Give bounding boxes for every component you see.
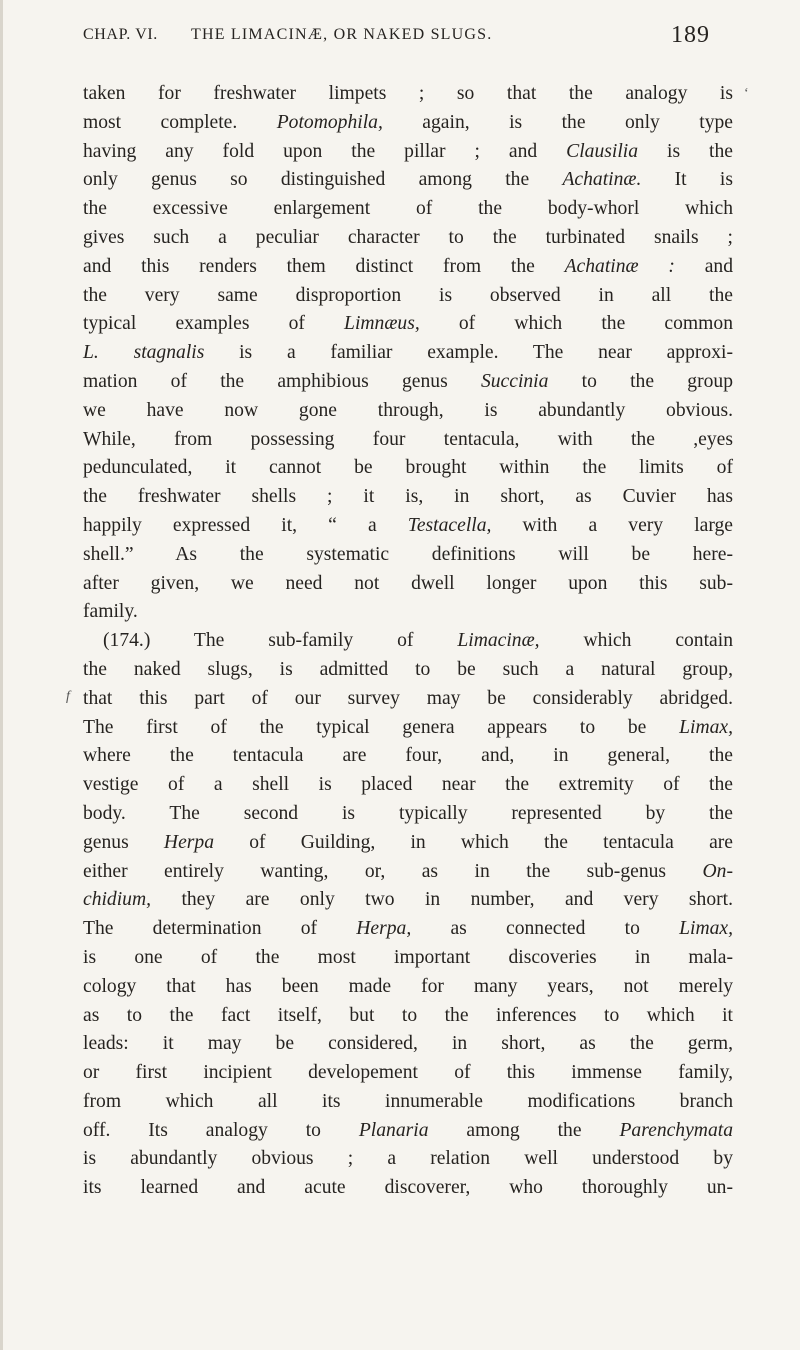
text-line xyxy=(83,1030,733,1059)
italic-term: Herpa xyxy=(163,831,214,853)
text-line xyxy=(83,138,733,167)
margin-mark-left: f xyxy=(66,689,70,704)
text-line xyxy=(83,541,733,570)
text-span: While, from possessing four tentacula, with the ,eyes xyxy=(83,428,733,450)
italic-term: Testacella, xyxy=(407,514,492,536)
text-line xyxy=(83,714,733,743)
text-span: again, is the only type xyxy=(382,111,733,133)
text-span: pedunculated, it cannot be brought within the limits of xyxy=(83,457,733,479)
text-line xyxy=(83,310,733,339)
text-span: with a very large xyxy=(491,514,733,536)
text-line xyxy=(83,109,733,138)
text-span: gives such a peculiar character to the turbinated snails ; xyxy=(83,226,733,248)
italic-term: Clausilia xyxy=(566,140,639,162)
text-line xyxy=(83,656,733,685)
text-line xyxy=(83,483,733,512)
text-line xyxy=(83,1145,733,1174)
text-span: as connected to xyxy=(411,918,680,940)
text-span: It is xyxy=(641,169,733,191)
text-span: family. xyxy=(83,601,138,623)
italic-term: Potomophila, xyxy=(276,111,383,133)
margin-mark-top: ‘ xyxy=(744,86,749,101)
chapter-label: CHAP. VI. xyxy=(83,26,158,43)
text-line xyxy=(83,1174,733,1203)
italic-term: chidium, xyxy=(83,889,152,911)
text-line xyxy=(83,829,733,858)
text-line xyxy=(83,282,733,311)
text-line xyxy=(83,771,733,800)
italic-term: L. stagnalis xyxy=(83,342,205,364)
text-span: having any fold upon the pillar ; and xyxy=(83,140,567,162)
text-line xyxy=(83,512,733,541)
text-line xyxy=(83,685,733,714)
text-span: from which all its innumerable modifications branch xyxy=(83,1090,733,1112)
text-line xyxy=(83,800,733,829)
italic-term: Achatinæ. xyxy=(562,169,642,191)
text-line xyxy=(83,944,733,973)
text-span: the freshwater shells ; it is, in short, as Cuvier has xyxy=(83,486,733,508)
text-line xyxy=(83,1002,733,1031)
text-span: where the tentacula are four, and, in general, the xyxy=(83,745,733,767)
text-span: they are only two in number, and very short. xyxy=(151,889,733,911)
page-number: 189 xyxy=(671,22,710,48)
text-span: its learned and acute discoverer, who thoroughly un- xyxy=(83,1177,733,1199)
italic-term: Limax, xyxy=(679,716,733,738)
text-line xyxy=(83,858,733,887)
text-span: we have now gone through, is abundantly obvious. xyxy=(83,399,733,421)
text-line xyxy=(83,339,733,368)
text-line xyxy=(83,570,733,599)
text-line xyxy=(83,368,733,397)
text-line xyxy=(83,80,733,109)
text-line xyxy=(83,915,733,944)
text-span: most complete. xyxy=(83,111,277,133)
italic-term: Parenchymata xyxy=(619,1119,733,1141)
italic-term: Herpa, xyxy=(356,918,412,940)
text-span: cology that has been made for many years, not merely xyxy=(83,975,733,997)
text-line xyxy=(83,1088,733,1117)
text-span: of Guilding, in which the tentacula are xyxy=(214,831,733,853)
text-span: as to the fact itself, but to the inferences to which it xyxy=(83,1004,733,1026)
text-span: (174.) The sub-family of xyxy=(103,630,458,652)
italic-term: Limnæus, xyxy=(344,313,420,335)
text-span: off. Its analogy to xyxy=(83,1119,359,1141)
text-span: is one of the most important discoveries in mala- xyxy=(83,946,733,968)
text-span: of which the common xyxy=(419,313,733,335)
text-line xyxy=(83,1117,733,1146)
text-span: typical examples of xyxy=(83,313,345,335)
text-span: happily expressed it, “ a xyxy=(83,514,408,536)
text-span: either entirely wanting, or, as in the sub-genus xyxy=(83,860,703,882)
text-line xyxy=(83,397,733,426)
italic-term: Limacinæ, xyxy=(457,630,540,652)
text-line xyxy=(83,454,733,483)
text-span: The determination of xyxy=(83,918,357,940)
text-span: is a familiar example. The near approxi- xyxy=(204,342,733,364)
text-span: is the xyxy=(638,140,733,162)
text-span: to the group xyxy=(548,370,733,392)
text-line xyxy=(83,742,733,771)
running-head xyxy=(83,22,733,58)
text-span: is abundantly obvious ; a relation well understood by xyxy=(83,1148,733,1170)
text-span: the very same disproportion is observed in all the xyxy=(83,284,733,306)
text-span: The first of the typical genera appears to be xyxy=(83,716,680,738)
text-line xyxy=(83,426,733,455)
text-span: that this part of our survey may be considerably abridged. xyxy=(83,687,733,709)
text-line xyxy=(83,886,733,915)
italic-term: Succinia xyxy=(480,370,549,392)
text-span: only genus so distinguished among the xyxy=(83,169,563,191)
italic-term: Limax, xyxy=(679,918,733,940)
text-span: genus xyxy=(83,831,164,853)
text-span: among the xyxy=(428,1119,620,1141)
text-line xyxy=(83,253,733,282)
text-span: leads: it may be considered, in short, as the germ, xyxy=(83,1033,733,1055)
text-span: which contain xyxy=(539,630,733,652)
italic-term: Planaria xyxy=(358,1119,429,1141)
text-span: after given, we need not dwell longer upon this sub- xyxy=(83,572,733,594)
text-span: body. The second is typically represented by the xyxy=(83,802,733,824)
text-span: the naked slugs, is admitted to be such a natural group, xyxy=(83,658,733,680)
text-line xyxy=(83,224,733,253)
text-span: and this renders them distinct from the xyxy=(83,255,565,277)
page-edge-shadow xyxy=(0,0,3,1350)
text-span: mation of the amphibious genus xyxy=(83,370,481,392)
text-span: shell.” As the systematic definitions will be here- xyxy=(83,543,733,565)
text-span: the excessive enlargement of the body-whorl which xyxy=(83,198,733,220)
italic-term: On- xyxy=(702,860,733,882)
body-text xyxy=(83,80,733,1203)
italic-term: Achatinæ : xyxy=(564,255,675,277)
text-line xyxy=(83,973,733,1002)
text-span: and xyxy=(674,255,733,277)
running-head-title: THE LIMACINÆ, OR NAKED SLUGS. xyxy=(191,26,493,43)
text-span: or first incipient developement of this immense family, xyxy=(83,1062,733,1084)
text-line xyxy=(83,1059,733,1088)
text-span: vestige of a shell is placed near the extremity of the xyxy=(83,774,733,796)
text-line xyxy=(83,627,733,656)
text-line xyxy=(83,166,733,195)
text-line xyxy=(83,195,733,224)
text-line xyxy=(83,598,733,627)
text-span: taken for freshwater limpets ; so that the analogy is xyxy=(83,83,733,104)
